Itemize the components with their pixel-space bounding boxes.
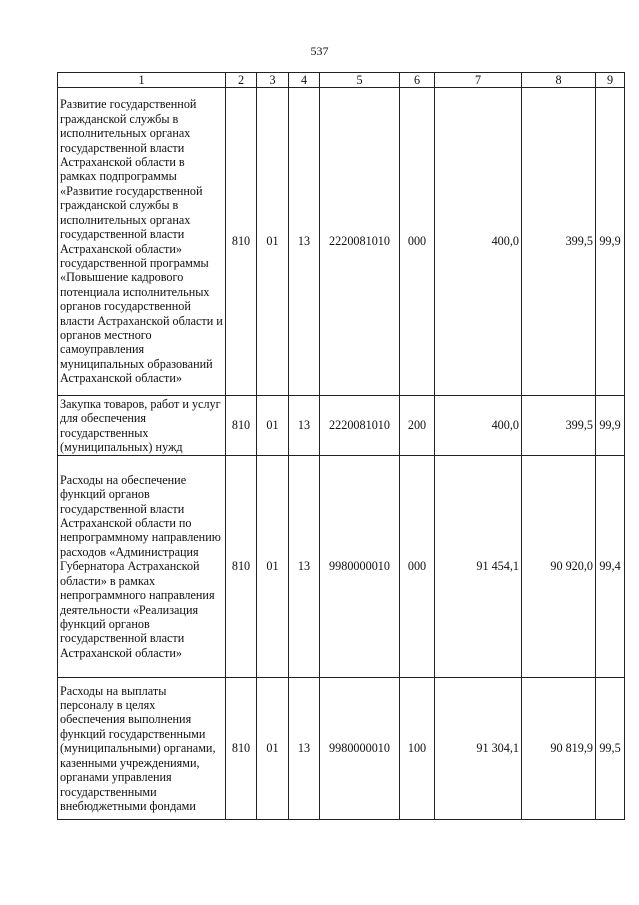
actual-amount-cell: 399,5	[522, 396, 596, 456]
ministry-code-cell: 810	[226, 396, 257, 456]
section-code-cell: 01	[257, 678, 289, 820]
column-header-8: 8	[522, 73, 596, 88]
target-article-cell: 9980000010	[320, 678, 400, 820]
budget-table	[57, 72, 625, 820]
column-header-9: 9	[596, 73, 625, 88]
column-header-1: 1	[58, 73, 226, 88]
target-article-cell: 2220081010	[320, 396, 400, 456]
expense-type-cell: 000	[400, 456, 435, 678]
table-row	[58, 456, 625, 678]
planned-amount-cell: 91 304,1	[435, 678, 522, 820]
page-number: 537	[310, 44, 329, 58]
table-row	[58, 678, 625, 820]
percent-cell: 99,9	[596, 88, 625, 396]
row-name-cell: Расходы на выплаты персоналу в целях обеспечения выполнения функций государственными (муниципальными) органами, казенными учреждениями, органами управления государственными внебюджетными фондами	[58, 678, 226, 820]
actual-amount-cell: 399,5	[522, 88, 596, 396]
table-header-row	[58, 73, 625, 88]
section-code-cell: 01	[257, 396, 289, 456]
subsection-code-cell: 13	[289, 88, 320, 396]
target-article-cell: 9980000010	[320, 456, 400, 678]
expense-type-cell: 000	[400, 88, 435, 396]
section-code-cell: 01	[257, 456, 289, 678]
subsection-code-cell: 13	[289, 396, 320, 456]
expense-type-cell: 100	[400, 678, 435, 820]
table-row	[58, 88, 625, 396]
expense-type-cell: 200	[400, 396, 435, 456]
actual-amount-cell: 90 920,0	[522, 456, 596, 678]
percent-cell: 99,5	[596, 678, 625, 820]
column-header-2: 2	[226, 73, 257, 88]
planned-amount-cell: 91 454,1	[435, 456, 522, 678]
column-header-6: 6	[400, 73, 435, 88]
percent-cell: 99,4	[596, 456, 625, 678]
planned-amount-cell: 400,0	[435, 88, 522, 396]
actual-amount-cell: 90 819,9	[522, 678, 596, 820]
section-code-cell: 01	[257, 88, 289, 396]
ministry-code-cell: 810	[226, 456, 257, 678]
percent-cell: 99,9	[596, 396, 625, 456]
row-name-cell: Закупка товаров, работ и услуг для обеспечения государственных (муниципальных) нужд	[58, 396, 226, 456]
ministry-code-cell: 810	[226, 88, 257, 396]
column-header-5: 5	[320, 73, 400, 88]
ministry-code-cell: 810	[226, 678, 257, 820]
row-name-cell: Развитие государственной гражданской службы в исполнительных органах государственной власти Астраханской области в рамках подпрограммы «Развитие государственной гражданской службы в исполнительных органах государственной власти Астраханской области» государственной программы «Повышение кадрового потенциала исполнительных органов государственной власти Астраханской области и органов местного самоуправления муниципальных образований Астраханской области»	[58, 88, 226, 396]
row-name-cell: Расходы на обеспечение функций органов государственной власти Астраханской области по непрограммному направлению расходов «Администрация Губернатора Астраханской области» в рамках непрограммного направления деятельности «Реализация функций органов государственной власти Астраханской области»	[58, 456, 226, 678]
planned-amount-cell: 400,0	[435, 396, 522, 456]
column-header-3: 3	[257, 73, 289, 88]
target-article-cell: 2220081010	[320, 88, 400, 396]
subsection-code-cell: 13	[289, 678, 320, 820]
table-row	[58, 396, 625, 456]
column-header-4: 4	[289, 73, 320, 88]
column-header-7: 7	[435, 73, 522, 88]
subsection-code-cell: 13	[289, 456, 320, 678]
